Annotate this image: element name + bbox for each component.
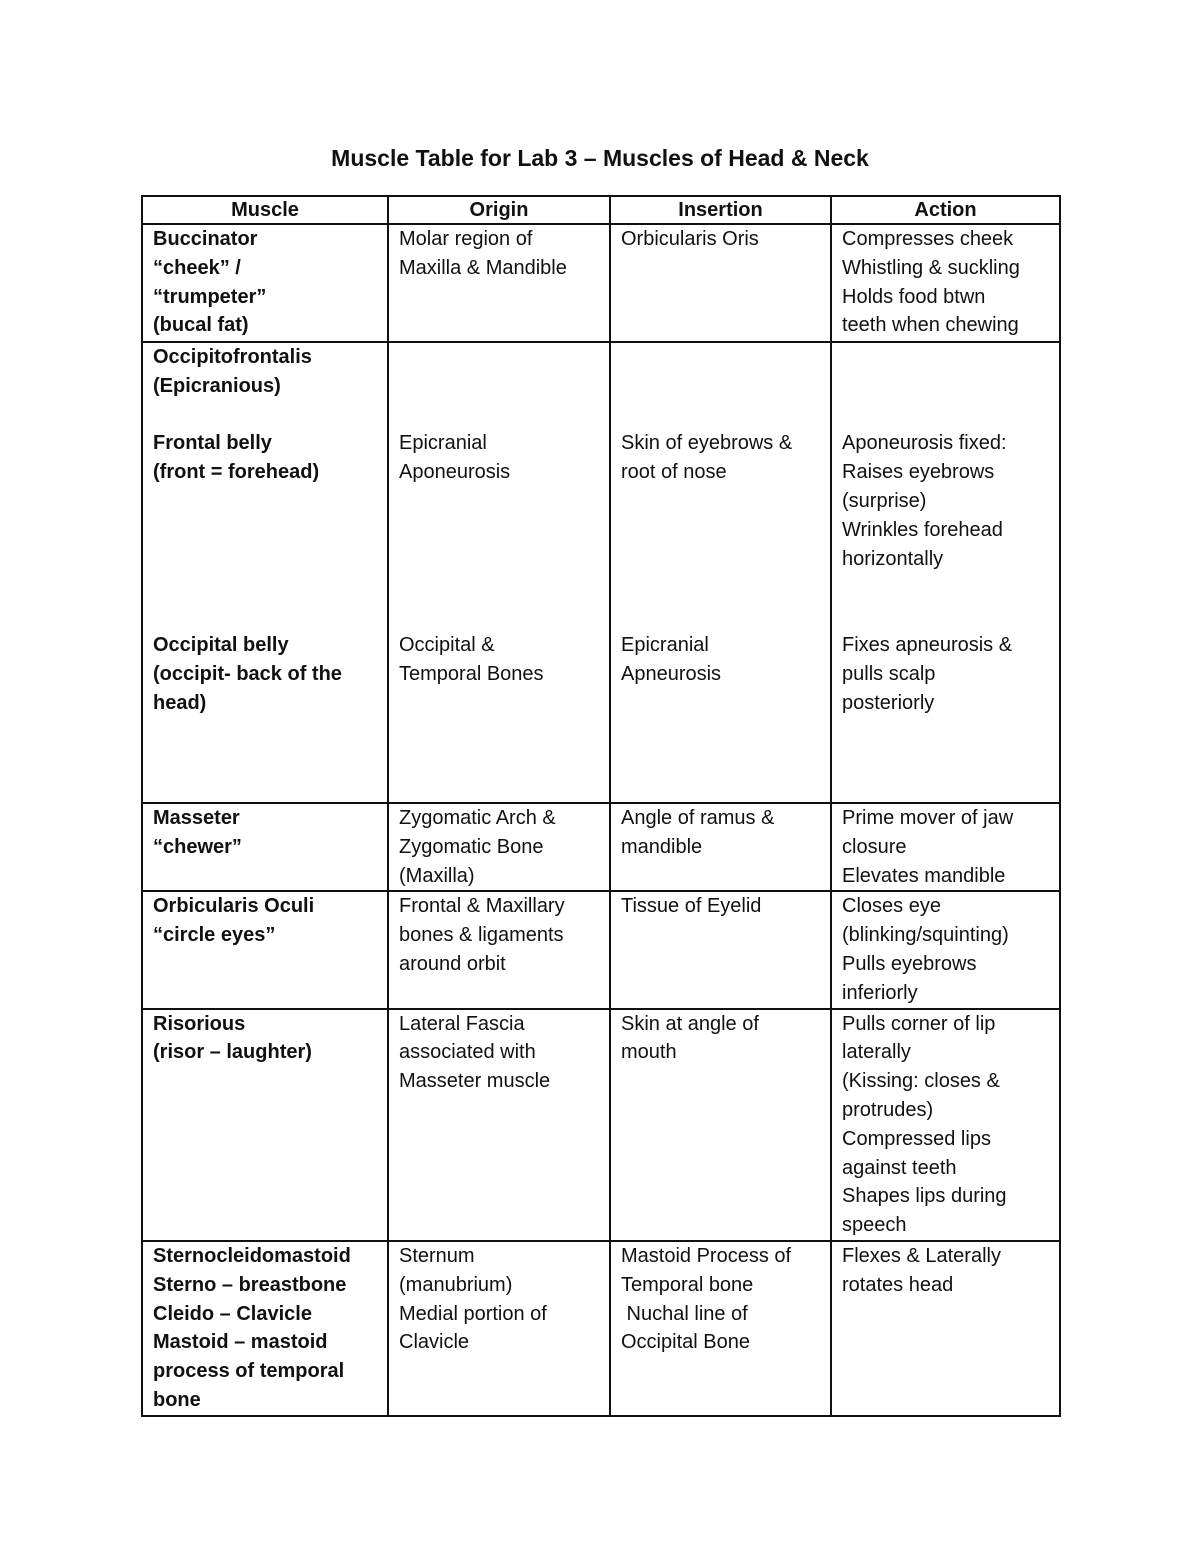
origin-line: Aponeurosis [399, 461, 511, 484]
muscle-note: (bucal fat) [153, 314, 249, 337]
muscle-note: (occipit- back of the [153, 662, 342, 685]
action-line: protrudes) [842, 1098, 934, 1121]
action-line: Pulls corner of lip [842, 1012, 996, 1035]
muscle-note: (risor – laughter) [153, 1041, 312, 1064]
origin-line: around orbit [399, 952, 506, 975]
action-line: Prime mover of jaw [842, 807, 1014, 829]
occipital-belly-name: Occipital belly [153, 633, 289, 656]
insertion-line: Skin of eyebrows & [621, 432, 793, 455]
insertion-line: Orbicularis Oris [621, 228, 759, 250]
insertion-line: Skin at angle of [621, 1012, 759, 1035]
table-row-buccinator [142, 224, 1060, 342]
muscle-note: Cleido – Clavicle [153, 1302, 312, 1325]
insertion-line: root of nose [621, 461, 727, 484]
action-line: Wrinkles forehead [842, 518, 1003, 541]
action-line: speech [842, 1214, 907, 1237]
origin-line: Masseter muscle [399, 1070, 551, 1093]
insertion-line: mouth [621, 1041, 677, 1064]
insertion-line: Epicranial [621, 633, 709, 656]
insertion-line: mandible [621, 835, 703, 858]
muscle-table [141, 195, 1061, 1417]
cell-origin [388, 1241, 610, 1416]
cell-muscle [142, 803, 388, 891]
insertion-line: Nuchal line of [621, 1302, 748, 1325]
table-row-risorious [142, 1009, 1060, 1241]
origin-line: Occipital & [399, 633, 495, 656]
table-row-orbicularis-oculi [142, 891, 1060, 1008]
table-row-masseter [142, 803, 1060, 891]
action-line: pulls scalp [842, 662, 936, 685]
action-line: Compressed lips [842, 1127, 991, 1150]
header-origin: Origin [388, 196, 610, 224]
cell-insertion [610, 342, 831, 803]
action-line: Aponeurosis fixed: [842, 432, 1007, 455]
muscle-name: Sternocleidomastoid [153, 1244, 351, 1267]
insertion-line: Mastoid Process of [621, 1244, 792, 1267]
action-line: Shapes lips during [842, 1185, 1007, 1208]
cell-muscle [142, 1009, 388, 1241]
cell-origin [388, 224, 610, 342]
muscle-note: bone [153, 1388, 201, 1411]
action-line: inferiorly [842, 981, 918, 1004]
muscle-note: “circle eyes” [153, 924, 276, 947]
header-action: Action [831, 196, 1060, 224]
cell-action [831, 803, 1060, 891]
action-line: posteriorly [842, 691, 935, 714]
muscle-note: process of temporal [153, 1360, 345, 1383]
muscle-name: Risorious [153, 1012, 246, 1035]
origin-line: (manubrium) [399, 1273, 513, 1296]
origin-line: associated with [399, 1041, 536, 1064]
origin-line: Medial portion of [399, 1302, 547, 1325]
action-line: laterally [842, 1041, 911, 1064]
muscle-note: “chewer” [153, 835, 242, 858]
cell-action [831, 342, 1060, 803]
action-line: Flexes & Laterally [842, 1244, 1001, 1267]
origin-line: Molar region of [399, 228, 533, 250]
muscle-name: Buccinator [153, 228, 258, 250]
muscle-note: Sterno – breastbone [153, 1273, 347, 1296]
cell-origin [388, 803, 610, 891]
action-line: (surprise) [842, 489, 927, 512]
muscle-note: head) [153, 691, 207, 714]
origin-line: Epicranial [399, 432, 487, 455]
origin-line: (Maxilla) [399, 864, 475, 887]
cell-insertion [610, 1009, 831, 1241]
origin-line: Maxilla & Mandible [399, 256, 567, 279]
muscle-note: (Epicranious) [153, 374, 281, 397]
action-line: Elevates mandible [842, 864, 1006, 887]
action-line: rotates head [842, 1273, 954, 1296]
action-line: horizontally [842, 547, 944, 570]
action-line: (blinking/squinting) [842, 924, 1009, 947]
origin-line: Zygomatic Bone [399, 835, 544, 858]
action-line: Compresses cheek [842, 228, 1014, 250]
cell-insertion [610, 224, 831, 342]
cell-action [831, 1241, 1060, 1416]
action-line: (Kissing: closes & [842, 1070, 1000, 1093]
action-line: against teeth [842, 1156, 957, 1179]
origin-line: Lateral Fascia [399, 1012, 525, 1035]
cell-muscle [142, 891, 388, 1008]
muscle-name: Occipitofrontalis [153, 346, 312, 368]
frontal-belly-name: Frontal belly [153, 432, 272, 455]
muscle-note: “cheek” / [153, 256, 241, 279]
cell-muscle [142, 1241, 388, 1416]
cell-action [831, 1009, 1060, 1241]
origin-line: Frontal & Maxillary [399, 895, 565, 918]
action-line: Pulls eyebrows [842, 952, 977, 975]
action-line: Holds food btwn [842, 285, 986, 308]
muscle-name: Masseter [153, 807, 240, 829]
action-line: teeth when chewing [842, 314, 1019, 337]
cell-insertion [610, 1241, 831, 1416]
cell-insertion [610, 891, 831, 1008]
cell-insertion [610, 803, 831, 891]
insertion-line: Tissue of Eyelid [621, 895, 762, 918]
table-row-sternocleidomastoid [142, 1241, 1060, 1416]
action-line: closure [842, 835, 907, 858]
table-row-occipitofrontalis [142, 342, 1060, 803]
insertion-line: Occipital Bone [621, 1331, 750, 1354]
table-header-row [142, 196, 1060, 224]
insertion-line: Angle of ramus & [621, 807, 775, 829]
muscle-note: (front = forehead) [153, 461, 320, 484]
action-line: Whistling & suckling [842, 256, 1020, 279]
origin-line: bones & ligaments [399, 924, 564, 947]
cell-origin [388, 342, 610, 803]
cell-origin [388, 1009, 610, 1241]
action-line: Closes eye [842, 895, 941, 918]
header-muscle: Muscle [142, 196, 388, 224]
cell-muscle [142, 342, 388, 803]
cell-action [831, 891, 1060, 1008]
action-line: Fixes apneurosis & [842, 633, 1013, 656]
insertion-line: Temporal bone [621, 1273, 754, 1296]
origin-line: Temporal Bones [399, 662, 544, 685]
muscle-note: “trumpeter” [153, 285, 267, 308]
cell-action [831, 224, 1060, 342]
cell-origin [388, 891, 610, 1008]
muscle-note: Mastoid – mastoid [153, 1331, 328, 1354]
action-line: Raises eyebrows [842, 461, 995, 484]
insertion-line: Apneurosis [621, 662, 722, 685]
header-insertion: Insertion [610, 196, 831, 224]
origin-line: Sternum [399, 1244, 475, 1267]
origin-line: Clavicle [399, 1331, 470, 1354]
cell-muscle [142, 224, 388, 342]
muscle-name: Orbicularis Oculi [153, 895, 315, 918]
origin-line: Zygomatic Arch & [399, 807, 556, 829]
page-title: Muscle Table for Lab 3 – Muscles of Head & Neck [331, 145, 869, 171]
